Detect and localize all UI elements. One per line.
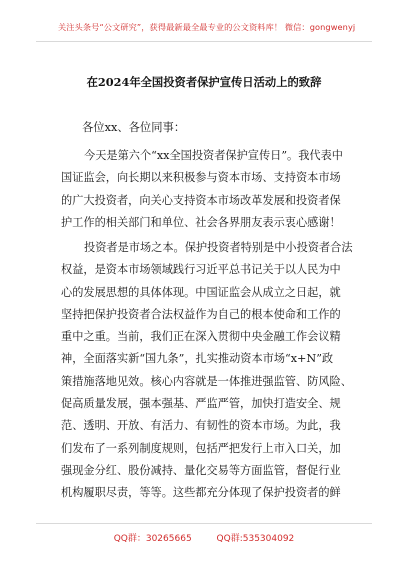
paragraph-line: 神，全面落实新“国九条”，扎实推动资本市场“x+N”政 — [61, 352, 334, 366]
footer-qq-group-2: QQ群:535304092 — [216, 534, 295, 544]
salutation: 各位xx、各位同事： — [82, 121, 186, 134]
paragraph-line: 们发布了一系列制度规则，包括严把发行上市入口关，加 — [61, 441, 341, 455]
footer-divider — [36, 523, 372, 524]
paragraph-line: 的广大投资者，向关心支持资本市场改革发展和投资者保 — [61, 193, 341, 207]
header-banner: 关注头条号“公文研究”，获得最新最全最专业的公文资料库！ 微信：gongwenyj — [58, 22, 356, 32]
paragraph-line: 促高质量发展，强本强基、严监严管，加快打造安全、规 — [61, 397, 341, 411]
paragraph-line: 护工作的相关部门和单位、社会各界朋友表示衷心感谢！ — [61, 215, 341, 229]
paragraph-line: 机构履职尽责，等等。这些都充分体现了保护投资者的鲜 — [61, 486, 341, 500]
footer — [0, 531, 408, 544]
paragraph-line: 权益，是资本市场领域践行习近平总书记关于以人民为中 — [61, 263, 341, 277]
paragraph-1 — [61, 145, 349, 234]
paragraph-line: 今天是第六个“xx全国投资者保护宣传日”。我代表中 — [84, 149, 343, 162]
paragraph-line: 投资者是市场之本。保护投资者特别是中小投资者合法 — [84, 241, 353, 254]
paragraph-line: 心的发展思想的具体体现。中国证监会从成立之日起，就 — [61, 285, 341, 299]
paragraph-line: 范、透明、开放、有活力、有韧性的资本市场。为此，我 — [61, 419, 341, 433]
paragraph-line: 重中之重。当前，我们正在深入贯彻中央金融工作会议精 — [61, 330, 341, 344]
header-divider — [36, 41, 372, 42]
footer-qq-group-1: QQ群：30265665 — [113, 534, 192, 544]
paragraph-2 — [61, 237, 353, 505]
document-title: 在2024年全国投资者保护宣传日活动上的致辞 — [86, 75, 322, 89]
paragraph-line: 策措施落地见效。核心内容就是一体推进强监管、防风险、 — [61, 374, 352, 388]
paragraph-line: 坚持把保护投资者合法权益作为自己的根本使命和工作的 — [61, 307, 341, 321]
paragraph-line: 强现金分红、股份减持、量化交易等方面监管，督促行业 — [61, 463, 341, 477]
paragraph-line: 国证监会，向长期以来积极参与资本市场、支持资本市场 — [61, 171, 341, 185]
